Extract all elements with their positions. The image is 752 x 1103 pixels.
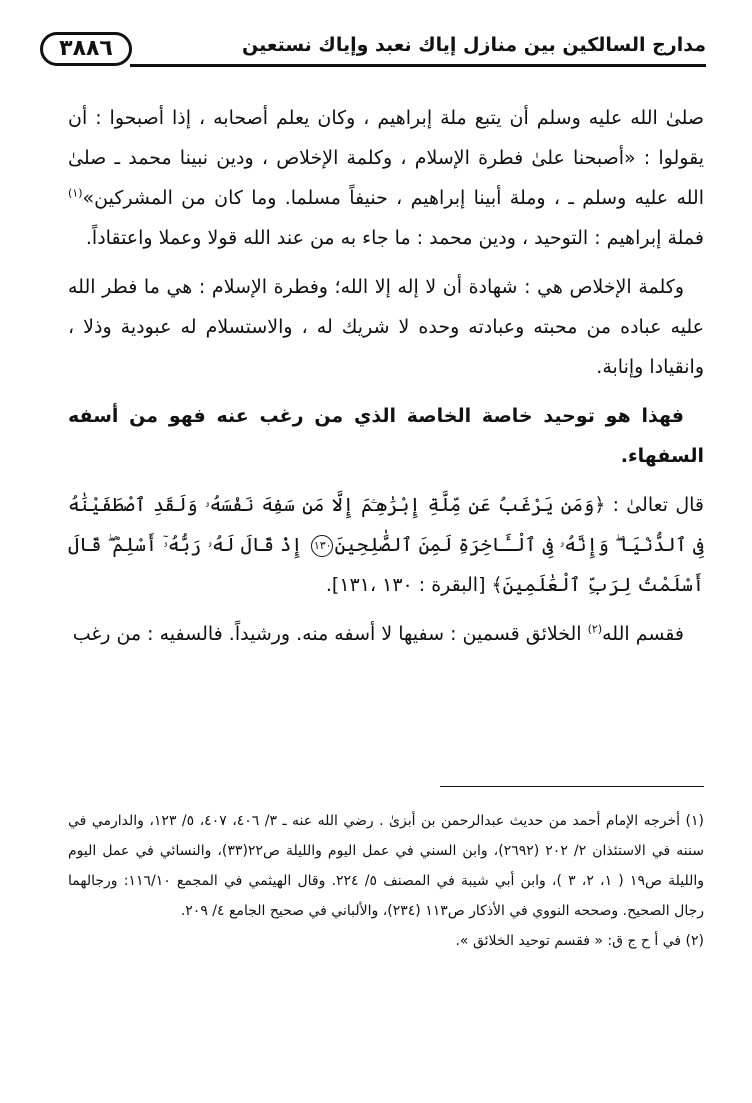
- page-header: [40, 26, 706, 80]
- footnote-1: (١) أخرجه الإمام أحمد من حديث عبدالرحمن بن أبزىٰ . رضي الله عنه ـ ٣/ ٤٠٦، ٤٠٧، ٥/ ١٢٣، والدارمي في سننه في الاستئذان ٢/ ٢٠٢ (٢٦٩٢)، وابن السني في عمل اليوم والليلة ص٢٢(٣٣)، والنسائي في عمل اليوم والليلة ص١٩ ( ١، ٢، ٣ )، وابن أبي شيبة في المصنف ٥/ ٢٢٤. وقال الهيثمي في المجمع ١١٦/١٠: ورجالهما رجال الصحيح. وصححه النووي في الأذكار ص١١٣ (٢٣٤)، والألباني في صحيح الجامع ٤/ ٢٠٩.: [68, 813, 704, 919]
- paragraph-4-quran: [68, 485, 704, 605]
- paragraph-3: فهذا هو توحيد خاصة الخاصة الذي من رغب عنه فهو من أسفه السفهاء.: [68, 405, 704, 467]
- paragraph-1-text-a: صلىٰ الله عليه وسلم أن يتبع ملة إبراهيم ، وكان يعلم أصحابه ، إذا أصبحوا : أن يقولوا : «أصبحنا علىٰ فطرة الإسلام ، وكلمة الإخلاص ، ودين نبينا محمد ـ صلىٰ الله عليه وسلم ـ ، وملة أبينا إبراهيم ، حنيفاً مسلما. وما كان من المشركين»: [68, 107, 704, 209]
- quran-citation: ﴾ [البقرة : ١٣٠ ،١٣١].: [325, 574, 503, 596]
- footnote-ref-1: (١): [68, 186, 83, 200]
- paragraph-2: وكلمة الإخلاص هي : شهادة أن لا إله إلا الله؛ وفطرة الإسلام : هي ما فطر الله عليه عباده من محبته وعبادته وحده لا شريك له ، والاستسلام له عبودية وذلا ، وانقيادا وإنابة.: [68, 276, 704, 378]
- quran-verse-130: وَمَن يَرْغَبُ عَن مِّلَّةِ إِبْرَٰهِـۧمَ إِلَّا مَن سَفِهَ نَفْسَهُۥ وَلَقَدِ ٱصْطَفَيْنَٰهُ فِى ٱلدُّنْيَا ۖ وَإِنَّهُۥ فِى ٱلْـَٔاخِرَةِ لَمِنَ ٱلصَّٰلِحِينَ: [68, 494, 705, 556]
- paragraph-1: [68, 98, 704, 258]
- footnotes: [68, 806, 704, 956]
- ayah-marker-130: ١٣٠: [311, 535, 333, 557]
- paragraph-5: [68, 614, 704, 654]
- paragraph-5-text-a: فقسم الله: [602, 623, 684, 645]
- quran-intro: قال تعالىٰ : ﴿: [594, 494, 705, 516]
- paragraph-5-text-b: الخلائق قسمين : سفيها لا أسفه منه. ورشيداً. فالسفيه : من رغب: [72, 623, 588, 645]
- footnote-2: (٢) في أ ح ج ق: « فقسم توحيد الخلائق ».: [455, 933, 704, 949]
- quran-verse-131: إِذْ قَالَ لَهُۥ رَبُّهُۥٓ أَسْلِمْ ۖ قَالَ أَسْلَمْتُ لِرَبِّ ٱلْعَٰلَمِينَ: [68, 534, 704, 596]
- footnote-ref-2: (٢): [587, 622, 603, 636]
- main-text: [68, 98, 704, 663]
- running-title: مدارج السالكين بين منازل إياك نعبد وإياك نستعين: [242, 34, 706, 56]
- page-number: ٣٨٨٦: [40, 32, 132, 66]
- paragraph-1-text-b: فملة إبراهيم : التوحيد ، ودين محمد : ما جاء به من عند الله قولا وعملا واعتقاداً.: [85, 227, 704, 249]
- header-rule: [130, 64, 706, 67]
- footnote-separator: [440, 786, 704, 787]
